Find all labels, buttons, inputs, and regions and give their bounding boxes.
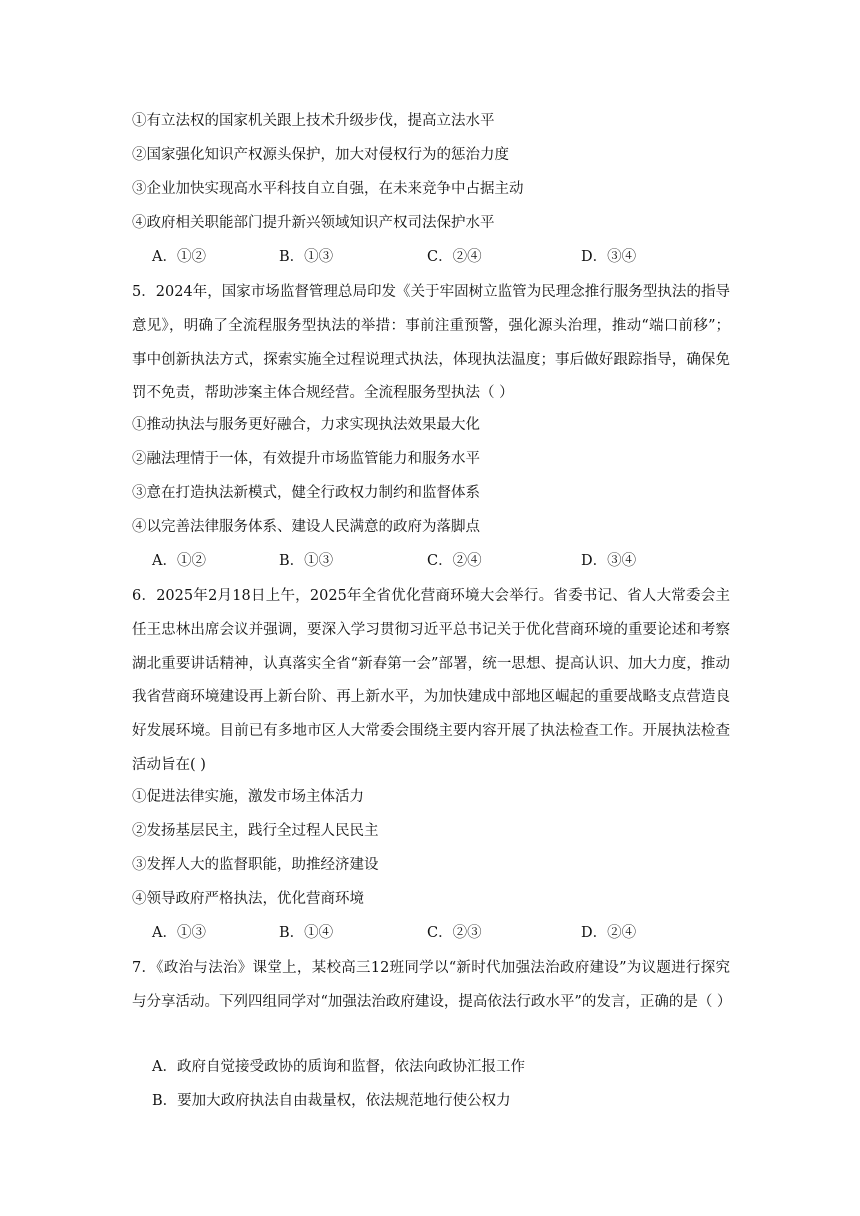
q6-answer-options: [152, 922, 712, 944]
option-a: A．①③: [152, 925, 206, 941]
option-b: B．①③: [279, 249, 334, 265]
question-6-stem: 6．2025年2月18日上午，2025年全省优化营商环境大会举行。省委书记、省人大常委会主任王忠林出席会议并强调，要深入学习贯彻习近平总书记关于优化营商环境的重要论述和考察湖北重要讲话精神，认真落实全省“新春第一会”部署，统一思想、提高认识、加大力度，推动我省营商环境建设再上新台阶、再上新水平，为加快建成中部地区崛起的重要战略支点营造良好发展环境。目前已有多地市区人大常委会围绕主要内容开展了执法检查工作。开展执法检查活动旨在( ): [132, 588, 730, 773]
q5-statement-4: ④以完善法律服务体系、建设人民满意的政府为落脚点: [132, 519, 480, 535]
q5-statement-2: ②融法理情于一体，有效提升市场监管能力和服务水平: [132, 451, 480, 467]
option-d: D．②④: [581, 925, 637, 941]
statement-2: ②国家强化知识产权源头保护，加大对侵权行为的惩治力度: [132, 147, 509, 163]
statement-3: ③企业加快实现高水平科技自立自强，在未来竞争中占据主动: [132, 181, 524, 197]
question-5-stem: 5．2024年，国家市场监督管理总局印发《关于牢固树立监管为民理念推行服务型执法的指导意见》，明确了全流程服务型执法的举措：事前注重预警，强化源头治理，推动“端口前移”；事中创新执法方式，探索实施全过程说理式执法，体现执法温度；事后做好跟踪指导，确保免罚不免责，帮助涉案主体合规经营。全流程服务型执法（ ）: [132, 284, 730, 402]
answer-options: [152, 246, 712, 268]
option-b: B．①③: [279, 553, 334, 569]
q5-statement-3: ③意在打造执法新模式，健全行政权力制约和监督体系: [132, 485, 480, 501]
statement-1: ①有立法权的国家机关跟上技术升级步伐，提高立法水平: [132, 113, 495, 129]
question-7-stem: 7．《政治与法治》课堂上，某校高三12班同学以“新时代加强法治政府建设”为议题进行探究与分享活动。下列四组同学对“加强法治政府建设，提高依法行政水平”的发言，正确的是（ ）: [132, 960, 732, 1010]
option-d: D．③④: [581, 553, 637, 569]
q7-option-a: A．政府自觉接受政协的质询和监督，依法向政协汇报工作: [152, 1059, 525, 1075]
q7-option-b: B．要加大政府执法自由裁量权，依法规范地行使公权力: [152, 1093, 511, 1109]
q6-statement-2: ②发扬基层民主，践行全过程人民民主: [132, 823, 379, 839]
q6-statement-1: ①促进法律实施，激发市场主体活力: [132, 789, 364, 805]
q5-answer-options: [152, 550, 712, 572]
option-d: D．③④: [581, 249, 637, 265]
option-b: B．①④: [279, 925, 334, 941]
option-a: A．①②: [152, 553, 206, 569]
option-a: A．①②: [152, 249, 206, 265]
statement-4: ④政府相关职能部门提升新兴领域知识产权司法保护水平: [132, 215, 495, 231]
q6-statement-3: ③发挥人大的监督职能，助推经济建设: [132, 857, 379, 873]
option-c: C．②③: [427, 925, 482, 941]
option-c: C．②④: [427, 553, 482, 569]
q6-statement-4: ④领导政府严格执法，优化营商环境: [132, 891, 364, 907]
q5-statement-1: ①推动执法与服务更好融合，力求实现执法效果最大化: [132, 417, 480, 433]
option-c: C．②④: [427, 249, 482, 265]
